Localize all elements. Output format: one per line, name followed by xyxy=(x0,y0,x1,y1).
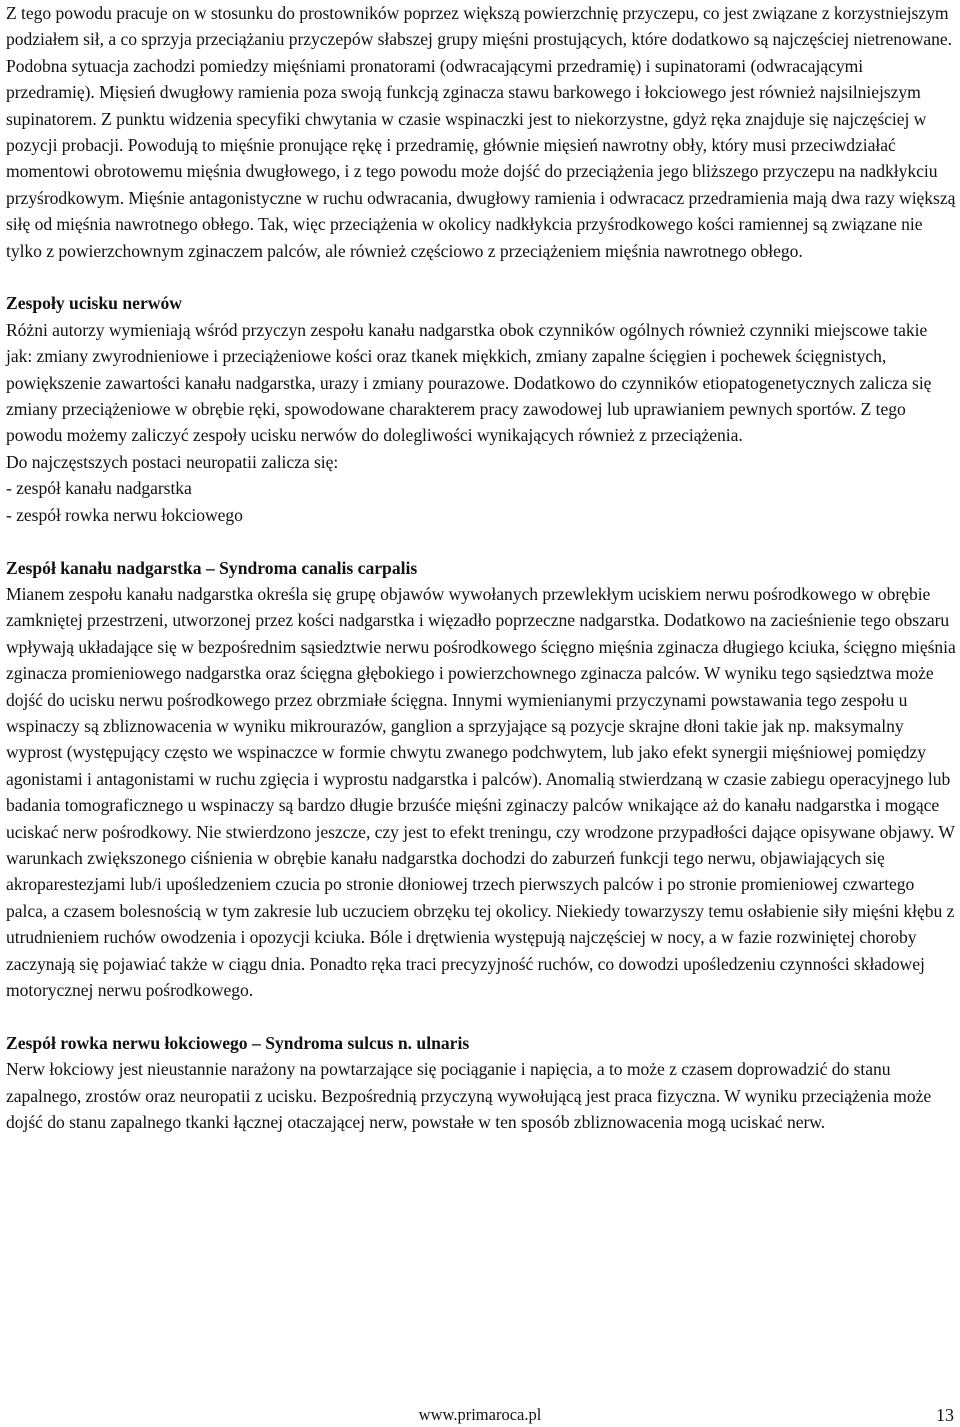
section-1-list-item-2: - zespół rowka nerwu łokciowego xyxy=(6,504,243,525)
section-3-paragraph-1: Nerw łokciowy jest nieustannie narażony na powtarzające się pociąganie i napięcia, a to może z czasem doprowadzić do stanu zapalnego, zrostów oraz neuropatii z ucisku. Bezpośrednią przyczyną wywołującą jest praca fizyczna. W wyniku przeciążenia może dojść do stanu zapalnego tkanki łącznej otaczającej nerw, powstałe w ten sposób zbliznowacenia mogą uciskać nerw. xyxy=(6,1059,932,1133)
spacer xyxy=(6,528,956,554)
section-2-paragraph-1: Mianem zespołu kanału nadgarstka określa się grupę objawów wywołanych przewlekłym uciskiem nerwu pośrodkowego w obrębie zamkniętej przestrzeni, utworzonej przez kości nadgarstka i więzadło poprzeczne nadgarstka. Dodatkowo na zacieśnienie tego obszaru wpływają układające się w bezpośrednim sąsiedztwie nerwu pośrodkowego ścięgno mięśnia zginacza długiego kciuka, ścięgno mięśnia zginacza promieniowego nadgarstka oraz ścięgna głębokiego i powierzchownego zginacza palców. W wyniku tego sąsiedztwa może dojść do ucisku nerwu pośrodkowego przez obrzmiałe ścięgna. Innymi wymienianymi przyczynami powstawania tego zespołu u wspinaczy są zbliznowacenia w wyniku mikrourazów, ganglion a sprzyjające są pozycje skrajne dłoni takie jak np. maksymalny wyprost (występujący często we wspinaczce w formie chwytu zwanego podchwytem, lub jako efekt synergii mięśniowej pomiędzy agonistami i antagonistami w ruchu zgięcia i wyprostu nadgarstka i palców). Anomalią stwierdzaną w czasie zabiegu operacyjnego lub badania tomograficznego u wspinaczy są bardzo długie brzuśće mięśni zginaczy palców wnikające aż do kanału nadgarstka i mogące uciskać nerw pośrodkowy. Nie stwierdzono jeszcze, czy jest to efekt treningu, czy wrodzone przypadłości dające opisywane objawy. W warunkach zwiększonego ciśnienia w obrębie kanału nadgarstka dochodzi do zaburzeń funkcji tego nerwu, objawiających się akroparestezjami lub/i upośledzeniem czucia po stronie dłoniowej trzech pierwszych palców i po stronie promieniowej czwartego palca, a czasem bolesnością w tym zakresie lub uczuciem obrzęku tej okolicy. Niekiedy towarzyszy temu osłabienie siły mięśni kłębu z utrudnieniem ruchów owodzenia i opozycji kciuka. Bóle i drętwienia występują najczęściej w nocy, a w fazie rozwiniętej choroby zaczynają się pojawiać także w ciągu dnia. Ponadto ręka traci precyzyjność ruchów, co dowodzi upośledzeniu czynności składowej motorycznej nerwu pośrodkowego. xyxy=(6,583,956,1000)
section-1-list-item-1: - zespół kanału nadgarstka xyxy=(6,478,192,499)
section-1-paragraph-2: Do najczęstszych postaci neuropatii zalicza się: xyxy=(6,451,339,472)
intro-paragraph-1: Z tego powodu pracuje on w stosunku do prostowników poprzez większą powierzchnię przyczepu, co jest związane z korzystniejszym podziałem sił, a co sprzyja przeciążaniu przyczepów słabszej grupy mięśni prostujących, które dodatkowo są najczęściej nietrenowane. xyxy=(6,3,953,50)
intro-paragraph-2: Podobna sytuacja zachodzi pomiedzy mięśniami pronatorami (odwracającymi przedramię) i supinatorami (odwracającymi przedramię). Mięsień dwugłowy ramienia poza swoją funkcją zginacza stawu barkowego i łokciowego jest również najsilniejszym supinatorem. Z punktu widzenia specyfiki chwytania w czasie wspinaczki jest to niekorzystne, gdyż ręka znajduje się najczęściej w pozycji probacji. Powodują to mięśnie pronujące rękę i przedramię, głównie mięsień nawrotny obły, który musi przeciwdziałać momentowi obrotowemu mięśnia dwugłowego, i z tego powodu może dojść do przeciążenia jego bliższego przyczepu na nadkłykciu przyśrodkowym. Mięśnie antagonistyczne w ruchu odwracania, dwugłowy ramienia i odwracacz przedramienia mają dwa razy większą siłę od mięśnia nawrotnego obłego. Tak, więc przeciążenia w okolicy nadkłykcia przyśrodkowego kości ramiennej są związane nie tylko z powierzchownym zginaczem palców, ale również częściowo z przeciążeniem mięśnia nawrotnego obłego. xyxy=(6,55,956,261)
footer-url: www.primaroca.pl xyxy=(418,1405,542,1424)
section-title-ulnar-groove: Zespół rowka nerwu łokciowego – Syndroma sulcus n. ulnaris xyxy=(6,1032,470,1053)
section-title-carpal-tunnel: Zespół kanału nadgarstka – Syndroma canalis carpalis xyxy=(6,557,418,578)
document-page xyxy=(6,0,956,1135)
spacer xyxy=(6,1003,956,1029)
spacer xyxy=(6,264,956,290)
section-1-paragraph-1: Różni autorzy wymieniają wśród przyczyn zespołu kanału nadgarstka obok czynników ogólnych również czynniki miejscowe takie jak: zmiany zwyrodnieniowe i przeciążeniowe kości oraz tkanek miękkich, zmiany zapalne ścięgien i pochewek ścięgnistych, powiększenie zawartości kanału nadgarstka, urazy i zmiany pourazowe. Dodatkowo do czynników etiopatogenetycznych zalicza się zmiany przeciążeniowe w obrębie ręki, spowodowane charakterem pracy zawodowej lub uprawianiem pewnych sportów. Z tego powodu możemy zaliczyć zespoły ucisku nerwów do dolegliwości wynikających również z przeciążenia. xyxy=(6,319,932,446)
page-number: 13 xyxy=(936,1405,954,1425)
section-title-nerve-compression: Zespoły ucisku nerwów xyxy=(6,293,182,314)
